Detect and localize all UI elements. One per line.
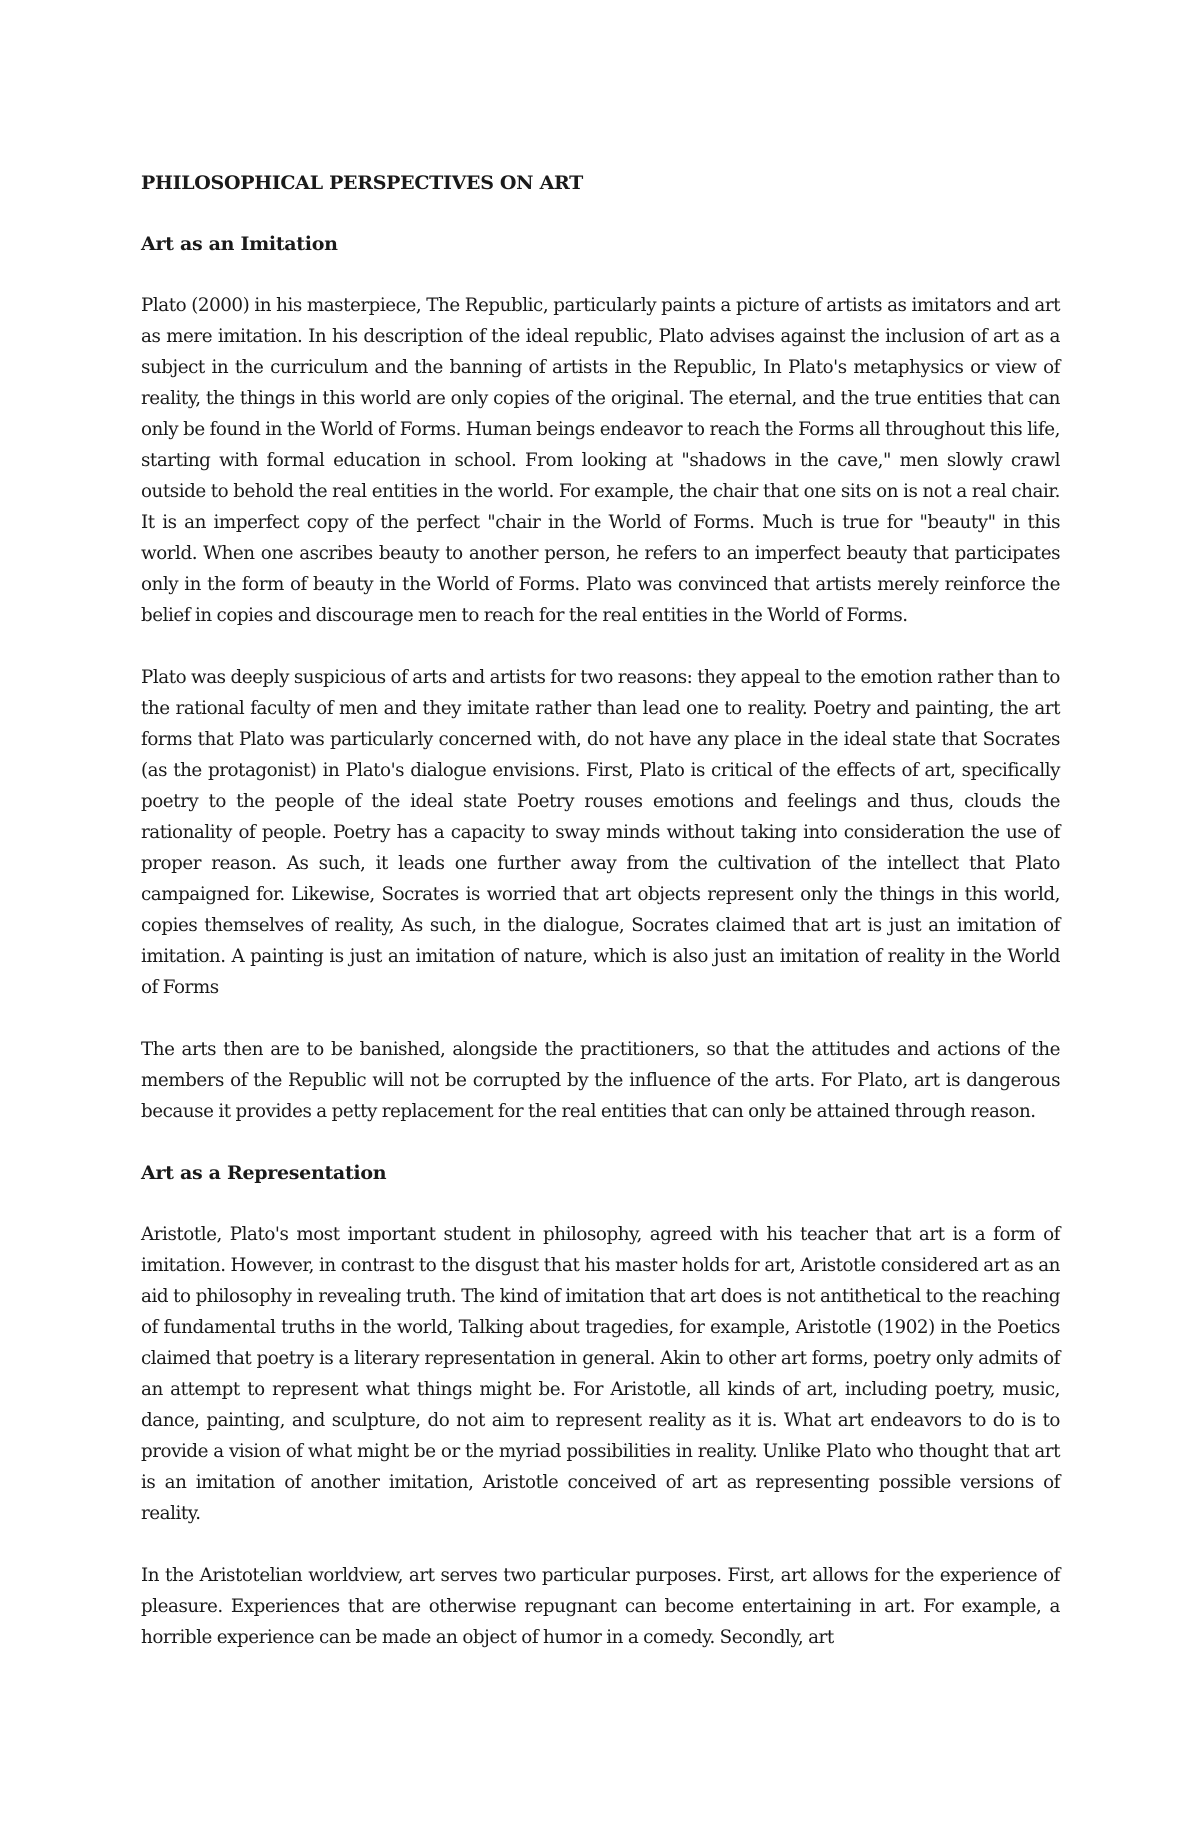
paragraph: Plato (2000) in his masterpiece, The Republic, particularly paints a picture of artists as imitators and art as mere imitation. In his description of the ideal republic, Plato advises against the inclusion of art as a subject in the curriculum and the banning of artists in the Republic, In Plato's metaphysics or view of reality, the things in this world are only copies of the original. The eternal, and the true entities that can only be found in the World of Forms. Human beings endeavor to reach the Forms all throughout this life, starting with formal education in school. From looking at "shadows in the cave," men slowly crawl outside to behold the real entities in the world. For example, the chair that one sits on is not a real chair. It is an imperfect copy of the perfect "chair in the World of Forms. Much is true for "beauty" in this world. When one ascribes beauty to another person, he refers to an imperfect beauty that participates only in the form of beauty in the World of Forms. Plato was convinced that artists merely reinforce the belief in copies and discourage men to reach for the real entities in the World of Forms.	[141, 295, 1060, 626]
paragraph: Aristotle, Plato's most important student in philosophy, agreed with his teacher that art is a form of imitation. However, in contrast to the disgust that his master holds for art, Aristotle considered art as an aid to philosophy in revealing truth. The kind of imitation that art does is not antithetical to the reaching of fundamental truths in the world, Talking about tragedies, for example, Aristotle (1902) in the Poetics claimed that poetry is a literary representation in general. Akin to other art forms, poetry only admits of an attempt to represent what things might be. For Aristotle, all kinds of art, including poetry, music, dance, painting, and sculpture, do not aim to represent reality as it is. What art endeavors to do is to provide a vision of what might be or the myriad possibilities in reality. Unlike Plato who thought that art is an imitation of another imitation, Aristotle conceived of art as representing possible versions of reality.	[141, 1224, 1060, 1524]
section-heading-representation: Art as a Representation	[141, 1162, 387, 1184]
paragraph: The arts then are to be banished, alongside the practitioners, so that the attitudes and actions of the members of the Republic will not be corrupted by the influence of the arts. For Plato, art is dangerous because it provides a petty replacement for the real entities that can only be attained through reason.	[141, 1039, 1060, 1122]
section-heading-imitation: Art as an Imitation	[141, 233, 338, 255]
document-title: PHILOSOPHICAL PERSPECTIVES ON ART	[141, 172, 583, 194]
paragraph: Plato was deeply suspicious of arts and artists for two reasons: they appeal to the emotion rather than to the rational faculty of men and they imitate rather than lead one to reality. Poetry and painting, the art forms that Plato was particularly concerned with, do not have any place in the ideal state that Socrates (as the protagonist) in Plato's dialogue envisions. First, Plato is critical of the effects of art, specifically poetry to the people of the ideal state Poetry rouses emotions and feelings and thus, clouds the rationality of people. Poetry has a capacity to sway minds without taking into consideration the use of proper reason. As such, it leads one further away from the cultivation of the intellect that Plato campaigned for. Likewise, Socrates is worried that art objects represent only the things in this world, copies themselves of reality, As such, in the dialogue, Socrates claimed that art is just an imitation of imitation. A painting is just an imitation of nature, which is also just an imitation of reality in the World of Forms	[141, 667, 1060, 998]
paragraph: In the Aristotelian worldview, art serves two particular purposes. First, art allows for the experience of pleasure. Experiences that are otherwise repugnant can become entertaining in art. For example, a horrible experience can be made an object of humor in a comedy. Secondly, art	[141, 1565, 1060, 1648]
